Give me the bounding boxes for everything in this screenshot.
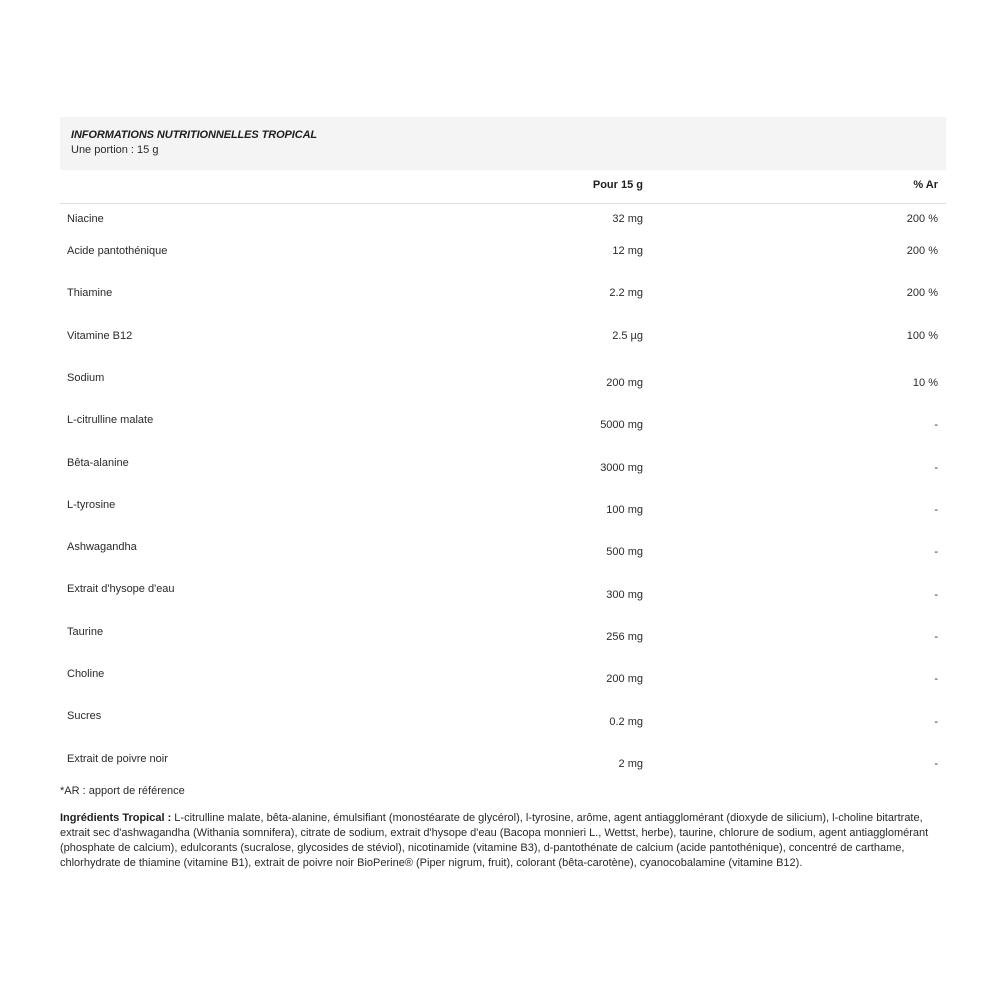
nutrient-ar: - [934, 758, 938, 770]
column-header-ar: % Ar [913, 179, 938, 191]
ingredients-label: Ingrédients Tropical : [60, 812, 172, 824]
table-header [60, 117, 946, 170]
footnote: *AR : apport de référence [60, 785, 185, 797]
nutrition-table [60, 117, 946, 770]
nutrient-amount: 32 mg [612, 213, 643, 225]
nutrient-amount: 2.2 mg [609, 287, 643, 299]
nutrient-ar: 200 % [906, 245, 938, 257]
nutrient-amount: 500 mg [606, 546, 643, 558]
nutrient-ar: - [934, 462, 938, 474]
nutrient-amount: 3000 mg [600, 462, 643, 474]
nutrient-amount: 5000 mg [600, 419, 643, 431]
column-header-amount: Pour 15 g [592, 179, 643, 191]
nutrient-amount: 2.5 µg [612, 330, 643, 342]
nutrient-name: L-citrulline malate [67, 414, 154, 426]
nutrient-amount: 2 mg [618, 758, 643, 770]
nutrient-ar: - [934, 589, 938, 601]
nutrient-amount: 12 mg [612, 245, 643, 257]
nutrient-name: Extrait d'hysope d'eau [67, 583, 175, 595]
nutrient-amount: 0.2 mg [609, 716, 643, 728]
nutrient-ar: - [934, 504, 938, 516]
column-headers [60, 170, 946, 204]
nutrient-name: L-tyrosine [67, 499, 116, 511]
nutrient-name: Sucres [67, 710, 102, 722]
nutrient-ar: - [934, 716, 938, 728]
nutrient-name: Choline [67, 668, 105, 680]
serving-size: Une portion : 15 g [71, 144, 159, 156]
nutrient-ar: - [934, 546, 938, 558]
nutrient-amount: 300 mg [606, 589, 643, 601]
nutrient-ar: 200 % [906, 287, 938, 299]
nutrient-name: Acide pantothénique [67, 245, 168, 257]
nutrient-amount: 200 mg [606, 377, 643, 389]
nutrient-ar: - [934, 419, 938, 431]
nutrient-name: Ashwagandha [67, 541, 137, 553]
nutrient-name: Taurine [67, 626, 104, 638]
nutrient-name: Vitamine B12 [67, 330, 133, 342]
nutrient-amount: 256 mg [606, 631, 643, 643]
nutrient-ar: - [934, 673, 938, 685]
ingredients-text [60, 811, 940, 871]
nutrient-name: Thiamine [67, 287, 113, 299]
nutrient-amount: 200 mg [606, 673, 643, 685]
nutrient-ar: 10 % [912, 377, 938, 389]
nutrient-ar: 200 % [906, 213, 938, 225]
nutrient-name: Bêta-alanine [67, 457, 129, 469]
nutrient-amount: 100 mg [606, 504, 643, 516]
nutrient-ar: 100 % [906, 330, 938, 342]
nutrient-name: Sodium [67, 372, 105, 384]
ingredients-list: L-citrulline malate, bêta-alanine, émulsifiant (monostéarate de glycérol), l-tyrosine, arôme, agent antiagglomérant (dioxyde de silicium), l-choline bitartrate, extrait sec d'ashwagandha (Withania somnifera), citrate de sodium, extrait d'hysope d'eau (Bacopa monnieri L., Wettst, herbe), taurine, chlorure de sodium, agent antiagglomérant (phosphate de calcium), edulcorants (sucralose, glycosides de stéviol), nicotinamide (vitamine B3), d-pantothénate de calcium (acide pantothénique), concentré de carthame, chlorhydrate de thiamine (vitamine B1), extrait de poivre noir BioPerine® (Piper nigrum, fruit), colorant (bêta-carotène), cyanocobalamine (vitamine B12). [60, 812, 929, 869]
nutrient-name: Niacine [67, 213, 104, 225]
nutrient-ar: - [934, 631, 938, 643]
table-title: INFORMATIONS NUTRITIONNELLES TROPICAL [71, 129, 318, 141]
nutrient-name: Extrait de poivre noir [67, 753, 168, 765]
